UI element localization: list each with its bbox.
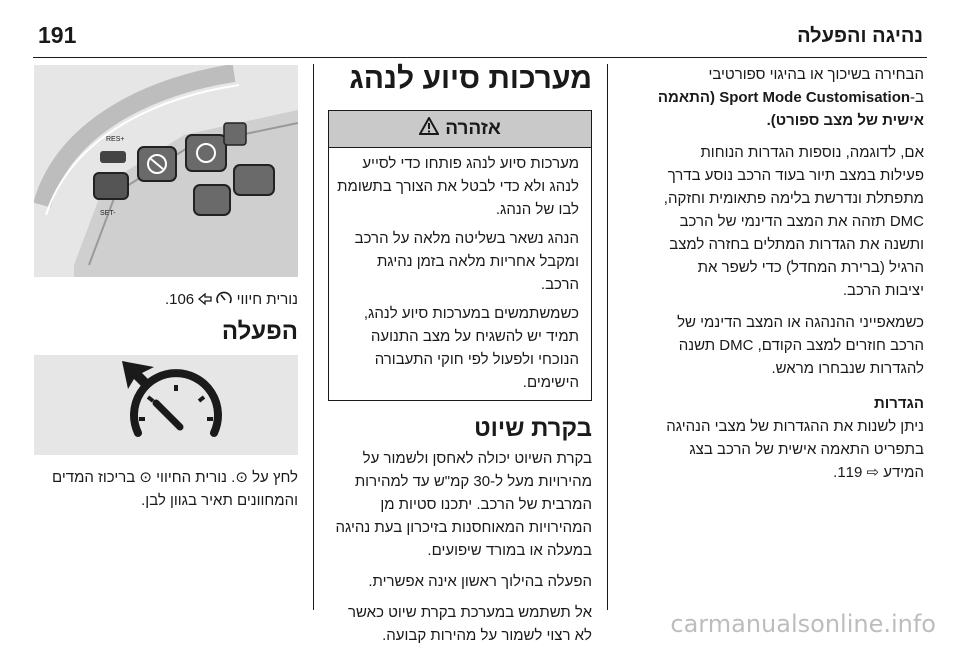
rc-section-title: הגדרות — [874, 395, 924, 412]
warning-line: לנהג ולא כדי לבטל את הצורך בתשומת — [337, 178, 579, 195]
rc-line: אישית של מצב ספורט). — [766, 112, 924, 129]
assistance-title: מערכות סיוע לנהג — [349, 62, 592, 95]
rc-line: בתפריט התאמה אישית של הרכב בצג — [689, 441, 924, 458]
warning-line: תמיד יש להשגיח על מצב התנועה — [370, 328, 579, 345]
caption-page-ref: 106 — [169, 291, 195, 308]
rc-line: הרגיל (ברירת המחדל) כדי לשפר את — [697, 259, 924, 276]
rc-suffix: (התאמה — [657, 89, 720, 106]
warning-line: הרכב. — [540, 276, 579, 293]
rc-line: DMC תזהה את המצב הדינמי של הרכב — [679, 213, 924, 230]
rc-line: המידע ⇨ 119. — [833, 464, 924, 481]
rc-prefix: ב- — [910, 89, 924, 106]
cruise-text — [328, 447, 592, 647]
operation-line: לחץ על ⊙. נורית החיווי ⊙ בריכוז המדים — [52, 469, 298, 486]
page-ref-arrow-icon — [198, 289, 212, 312]
steering-wheel-illustration — [34, 65, 298, 277]
header-rule — [33, 57, 927, 58]
rc-line: הבחירה בשיכוך או בהיגוי ספורטיבי — [708, 66, 924, 83]
cruise-line: לא רצוי לשמור על מהירות קבועה. — [382, 627, 592, 644]
warning-line: לבו של הנהג. — [495, 201, 579, 218]
cruise-line: המהירויות המאוחסנות בזיכרון בעת נהיגה — [335, 519, 592, 536]
page-header: נהיגה והפעלה — [797, 25, 923, 47]
set-label: SET- — [100, 210, 116, 217]
page-number: 191 — [38, 22, 77, 48]
cruise-line: במעלה או במורד שיפועים. — [427, 542, 592, 559]
warning-body — [329, 148, 591, 400]
warning-line: הנוכחי ולפעול לפי חוקי התעבורה — [374, 351, 579, 368]
warning-line: הישימים. — [522, 374, 579, 391]
warning-line: כשמשתמשים במערכות סיוע לנהג, — [363, 305, 579, 322]
warning-line: מערכות סיוע לנהג פותחו כדי לסייע — [362, 155, 579, 172]
warning-triangle-icon — [419, 117, 439, 141]
watermark: carmanualsonline.info — [670, 610, 936, 638]
operation-title: הפעלה — [221, 318, 298, 345]
res-label: RES+ — [106, 136, 125, 143]
middle-column — [328, 62, 592, 647]
cruise-line: בקרת השיוט יכולה לאחסן ולשמור על — [362, 450, 592, 467]
rc-line: אם, לדוגמה, נוספות הגדרות הנוחות — [700, 144, 924, 161]
cruise-indicator-icon — [216, 289, 232, 312]
rc-line: להגדרות שנבחרו מראש. — [771, 360, 924, 377]
cruise-line: מהירויות מעל ל-30 קמ"ש עד למהירות — [354, 473, 592, 490]
right-column — [622, 63, 924, 484]
operation-text — [34, 466, 298, 512]
steering-wheel-figure — [34, 65, 298, 277]
rc-line: יציבות הרכב. — [842, 282, 924, 299]
warning-header — [329, 111, 591, 148]
rc-line: ותשנה את הגדרות המתלים בחזרה למצב — [669, 236, 924, 253]
speedometer-icon — [34, 355, 298, 455]
rc-line: מתפתלת ונדרשת בלימה פתאומית וחזקה, — [663, 190, 924, 207]
operation-line: והמחוונים תאיר בגוון לבן. — [141, 492, 298, 509]
caption-text: נורית חיווי — [236, 291, 298, 308]
cruise-line: המרבית של הרכב. יתכנו סטיות מן — [380, 496, 592, 513]
warning-title: אזהרה — [445, 118, 501, 139]
cruise-control-title: בקרת שיוט — [474, 415, 592, 442]
warning-line: ומקבל אחריות מלאה בזמן נהיגת — [376, 253, 579, 270]
cruise-indicator-figure — [34, 355, 298, 455]
rc-line: ניתן לשנות את ההגדרות של מצבי הנהיגה — [666, 418, 924, 435]
column-divider-right — [607, 64, 608, 610]
figure-caption: נורית חיווי 106. — [34, 288, 298, 312]
rc-line: פעילות במצב תיור בעוד הרכב נוסע בדרך — [667, 167, 924, 184]
rc-bold-term: Sport Mode Customisation — [719, 89, 911, 106]
cruise-line: אל תשתמש במערכת בקרת שיוט כאשר — [348, 604, 592, 621]
warning-box — [328, 110, 592, 401]
warning-line: הנהג נשאר בשליטה מלאה על הרכב — [354, 230, 579, 247]
rc-line-mixed — [622, 86, 924, 109]
column-divider-left — [313, 64, 314, 610]
rc-line: כשמאפייני ההנהגה או המצב הדינמי של — [677, 314, 924, 331]
rc-line: הרכב חוזרים למצב הקודם, DMC תשנה — [678, 337, 924, 354]
cruise-line: הפעלה בהילוך ראשון אינה אפשרית. — [368, 573, 592, 590]
